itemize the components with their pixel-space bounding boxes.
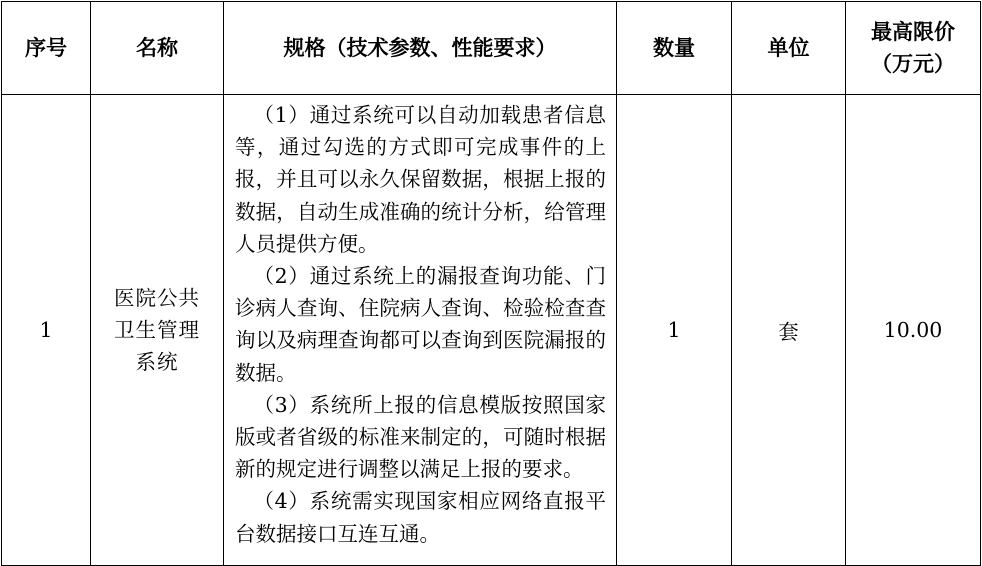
header-unit: 单位	[732, 2, 846, 95]
cell-quantity: 1	[617, 95, 732, 566]
table-row	[2, 95, 981, 566]
spec-item-2: （2）通过系统上的漏报查询功能、门诊病人查询、住院病人查询、检验检查查询以及病理查询都可以查询到医院漏报的数据。	[235, 264, 606, 385]
header-index: 序号	[2, 2, 91, 95]
cell-name-line1: 医院公共	[114, 286, 200, 310]
cell-name-line2: 卫生管理	[114, 318, 200, 342]
cell-price: 10.00	[846, 95, 981, 566]
cell-name	[91, 95, 224, 566]
cell-spec	[224, 95, 617, 566]
header-row	[2, 2, 981, 95]
header-price-line1: 最高限价	[871, 20, 955, 44]
header-price	[846, 2, 981, 95]
header-quantity: 数量	[617, 2, 732, 95]
header-name: 名称	[91, 2, 224, 95]
procurement-table	[1, 1, 981, 566]
header-spec: 规格（技术参数、性能要求）	[224, 2, 617, 95]
spec-item-1: （1）通过系统可以自动加载患者信息等，通过勾选的方式即可完成事件的上报，并且可以永久保留数据，根据上报的数据，自动生成准确的统计分析，给管理人员提供方便。	[235, 103, 606, 256]
cell-unit: 套	[732, 95, 846, 566]
spec-item-4: （4）系统需实现国家相应网络直报平台数据接口互连互通。	[235, 489, 606, 546]
cell-index: 1	[2, 95, 91, 566]
spec-item-3: （3）系统所上报的信息模版按照国家版或者省级的标准来制定的，可随时根据新的规定进行调整以满足上报的要求。	[235, 392, 606, 482]
header-price-line2: （万元）	[871, 52, 955, 76]
cell-name-line3: 系统	[135, 350, 179, 374]
